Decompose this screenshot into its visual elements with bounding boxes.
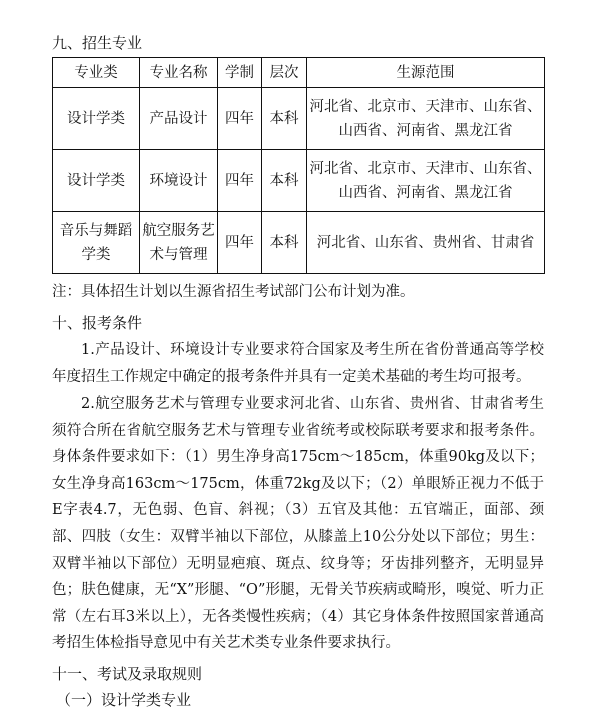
cell-level: 本科 bbox=[262, 88, 307, 150]
cell-regions bbox=[307, 88, 545, 150]
majors-table bbox=[52, 57, 545, 274]
header-category: 专业类 bbox=[53, 58, 140, 88]
table-row bbox=[53, 212, 545, 274]
table-row bbox=[53, 150, 545, 212]
region-line: 山西省、河南省、黑龙江省 bbox=[338, 184, 513, 201]
section-9-heading: 九、招生专业 bbox=[52, 34, 143, 52]
table-header-row bbox=[53, 58, 545, 88]
condition-paragraph-2 bbox=[52, 391, 544, 657]
table-row bbox=[53, 88, 545, 150]
category-line: 学类 bbox=[81, 246, 111, 263]
section-11-heading: 十一、考试及录取规则 bbox=[52, 665, 203, 683]
section-10-heading: 十、报考条件 bbox=[52, 314, 143, 332]
region-line: 河北省、山东省、贵州省、甘肃省 bbox=[316, 234, 535, 251]
cell-major: 产品设计 bbox=[140, 88, 218, 150]
cell-level: 本科 bbox=[262, 212, 307, 274]
major-line: 术与管理 bbox=[149, 246, 208, 263]
table-note: 注：具体招生计划以生源省招生考试部门公布计划为准。 bbox=[52, 284, 415, 300]
condition-paragraph-1 bbox=[52, 337, 544, 390]
cell-regions bbox=[307, 212, 545, 274]
header-duration: 学制 bbox=[218, 58, 262, 88]
cell-duration: 四年 bbox=[218, 88, 262, 150]
cell-category bbox=[53, 212, 140, 274]
cell-duration: 四年 bbox=[218, 212, 262, 274]
region-line: 河北省、北京市、天津市、山东省、 bbox=[309, 98, 542, 115]
cell-major: 环境设计 bbox=[140, 150, 218, 212]
cell-category: 设计学类 bbox=[53, 150, 140, 212]
condition-paragraph-2-text: 2.航空服务艺术与管理专业要求河北省、山东省、贵州省、甘肃省考生须符合所在省航空服务艺术与管理专业省统考或校际联考要求和报考条件。身体条件要求如下：（1）男生净身高175cm～185cm，体重90kg及以下；女生净身高163cm～175cm，体重72kg及以下；（2）单眼矫正视力不低于E字表4.7，无色弱、色盲、斜视；（3）五官及其他：五官端正，面部、颈部、四肢（女生：双臂半袖以下部位，从膝盖上10公分处以下部位；男生：双臂半袖以下部位）无明显疤痕、斑点、纹身等；牙齿排列整齐，无明显异色；肤色健康，无“X”形腿、“O”形腿，无骨关节疾病或畸形，嗅觉、听力正常（左右耳3米以上），无各类慢性疾病；（4）其它身体条件按照国家普通高考招生体检指导意见中有关艺术类专业条件要求执行。 bbox=[52, 396, 544, 652]
header-major: 专业名称 bbox=[140, 58, 218, 88]
header-regions: 生源范围 bbox=[307, 58, 545, 88]
cell-category: 设计学类 bbox=[53, 88, 140, 150]
cell-major bbox=[140, 212, 218, 274]
category-line: 音乐与舞蹈 bbox=[59, 222, 133, 239]
major-line: 航空服务艺 bbox=[142, 222, 215, 239]
condition-paragraph-1-text: 1.产品设计、环境设计专业要求符合国家及考生所在省份普通高等学校年度招生工作规定中确定的报考条件并具有一定美术基础的考生均可报考。 bbox=[52, 342, 544, 385]
header-level: 层次 bbox=[262, 58, 307, 88]
cell-level: 本科 bbox=[262, 150, 307, 212]
region-line: 山西省、河南省、黑龙江省 bbox=[338, 122, 513, 139]
subsection-1-heading: （一）设计学类专业 bbox=[56, 691, 192, 709]
region-line: 河北省、北京市、天津市、山东省、 bbox=[309, 160, 542, 177]
cell-regions bbox=[307, 150, 545, 212]
cell-duration: 四年 bbox=[218, 150, 262, 212]
